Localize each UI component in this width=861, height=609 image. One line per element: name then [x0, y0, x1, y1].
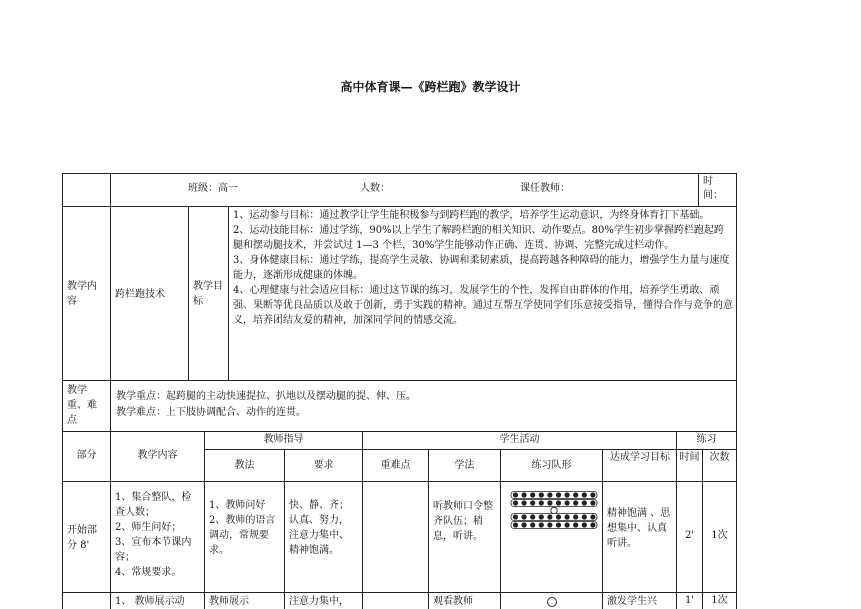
- student-marker: [522, 522, 527, 527]
- student-marker: [530, 492, 535, 497]
- teacher-label: 课任教师：: [520, 183, 570, 194]
- teaching-goal-label: 教学目标: [193, 281, 223, 307]
- student-marker: [539, 492, 544, 497]
- col-requirement: 要求: [313, 460, 334, 471]
- student-marker: [547, 492, 552, 497]
- student-marker: [582, 522, 587, 527]
- row2-requirement: 注意力集中，: [289, 596, 349, 607]
- student-marker: [565, 500, 570, 505]
- student-marker: [513, 522, 518, 527]
- row1-part: 开始部分 8': [67, 525, 97, 551]
- time-label: 时间：: [703, 176, 723, 201]
- key-point-text: 教学重点：起跨腿的主动快速提拉、扒地以及摆动腿的提、伸、压。: [116, 391, 416, 402]
- student-marker: [582, 514, 587, 519]
- student-marker: [573, 514, 578, 519]
- student-marker: [530, 500, 535, 505]
- formation-marker-icon: [547, 597, 557, 607]
- goal-2: 2、运动技能目标：通过学练，90%以上学生了解跨栏跑的相关知识、动作要点。80%学生初步掌握跨栏跑起跨腿和摆动腿技术，并尝试过 1—3 个栏，30%学生能够动作正确、连贯、协调、完整完成过栏动作。: [233, 225, 724, 251]
- student-marker: [590, 492, 595, 497]
- student-marker: [522, 492, 527, 497]
- row1-requirement: 快、静、齐；认真、努力，注意力集中、精神饱满。: [289, 500, 349, 556]
- student-marker: [547, 514, 552, 519]
- teaching-goals: [233, 208, 733, 378]
- row2-study-method: 观看教师: [433, 596, 473, 607]
- formation-diagram: [510, 490, 598, 536]
- student-marker: [513, 514, 518, 519]
- student-marker: [565, 514, 570, 519]
- row1-study-method: 听教师口令整齐队伍；稍息，听讲。: [433, 501, 493, 542]
- col-study-method: 学法: [454, 460, 475, 471]
- col-key-point: 重难点: [380, 460, 411, 471]
- student-marker: [539, 500, 544, 505]
- col-student-activity: 学生活动: [499, 434, 540, 445]
- student-marker: [539, 522, 544, 527]
- student-marker: [582, 500, 587, 505]
- student-marker: [573, 492, 578, 497]
- row2-time: 1': [684, 595, 695, 606]
- row1-key-point: [363, 497, 428, 577]
- student-marker: [556, 500, 561, 505]
- student-marker: [556, 492, 561, 497]
- student-count-label: 人数：: [360, 183, 390, 194]
- student-marker: [547, 500, 552, 505]
- col-times: 次数: [709, 452, 730, 463]
- col-formation: 练习队形: [531, 460, 572, 471]
- col-time: 时间: [679, 452, 700, 463]
- goal-4: 4、心理健康与社会适应目标：通过这节课的练习，发展学生的个性，发挥自由群体的作用，培养学生勇敢、顽强、果断等优良品质以及敢于创新，勇于实践的精神。通过互帮互学使同学们乐意接受指导，懂得合作与竞争的意义，培养团结友爱的精神，加深同学间的情感交流。: [233, 285, 733, 326]
- row1-goal: 精神饱满 、思想集中、认真听讲。: [607, 508, 671, 549]
- student-marker: [513, 500, 518, 505]
- col-goal: 达成学习目标: [610, 452, 670, 463]
- student-marker: [513, 492, 518, 497]
- difficult-point-text: 教学难点：上下肢协调配合、动作的连贯。: [116, 407, 306, 418]
- goal-1: 1、运动参与目标：通过教学让学生能积极参与到跨栏跑的教学，培养学生运动意识，为终身体育打下基础。: [233, 210, 710, 221]
- student-marker: [539, 514, 544, 519]
- student-marker: [590, 514, 595, 519]
- col-teacher-guide: 教师指导: [263, 434, 304, 445]
- col-part: 部分: [76, 450, 97, 461]
- student-marker: [565, 522, 570, 527]
- student-marker: [522, 514, 527, 519]
- student-marker: [522, 500, 527, 505]
- student-marker: [556, 522, 561, 527]
- student-marker: [582, 492, 587, 497]
- row2-method: 教师展示: [209, 596, 249, 607]
- row1-times: 1次: [711, 530, 728, 541]
- row1-method: 1、教师问好 2、教师的语言调动，常规要求。: [209, 500, 276, 556]
- student-marker: [573, 522, 578, 527]
- teacher-marker: [551, 507, 557, 513]
- row1-time: 2': [684, 530, 695, 541]
- student-marker: [530, 514, 535, 519]
- teaching-topic: 跨栏跑技术: [115, 289, 165, 300]
- col-content: 教学内容: [137, 450, 178, 461]
- row2-goal: 激发学生兴: [607, 596, 657, 607]
- row2-content: 1、 教师展示动: [115, 596, 185, 607]
- student-marker: [547, 522, 552, 527]
- student-marker: [556, 514, 561, 519]
- student-marker: [530, 522, 535, 527]
- student-marker: [590, 500, 595, 505]
- student-marker: [590, 522, 595, 527]
- focus-label: 教学重、难点: [67, 385, 97, 426]
- document-title: 高中体育课—《跨栏跑》教学设计: [340, 80, 521, 94]
- col-method: 教法: [234, 460, 255, 471]
- row1-content: 1、集合整队，检查人数； 2、师生问好； 3、宣布本节课内容； 4、常规要求。: [115, 492, 192, 578]
- student-marker: [573, 500, 578, 505]
- teaching-content-label: 教学内容: [67, 281, 97, 307]
- student-marker: [565, 492, 570, 497]
- class-label: 班级：高一: [188, 183, 238, 194]
- goal-3: 3、身体健康目标：通过学练，提高学生灵敏、协调和柔韧素质，提高跨越各种障碍的能力，增强学生力量与速度能力，逐渐形成健康的体魄。: [233, 255, 730, 281]
- col-practice: 练习: [696, 434, 717, 445]
- row2-times: 1次: [711, 595, 728, 606]
